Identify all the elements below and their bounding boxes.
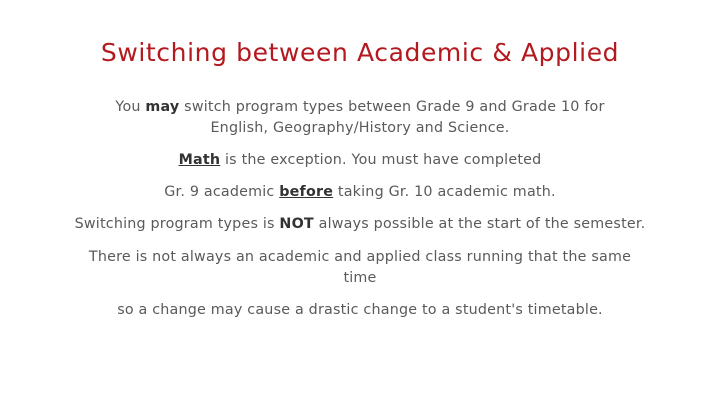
p3-emphasis-before: before [279, 184, 334, 200]
p1-line1-rest: switch program types between Grade 9 and Grade 10 for [179, 99, 605, 115]
p4-prefix: Switching program types is [74, 216, 280, 232]
p5-line1: There is not always an academic and applied class running that the same [88, 249, 632, 265]
paragraph-not-always-possible [0, 214, 720, 235]
paragraph-prerequisite [0, 182, 720, 203]
paragraph-class-availability [0, 247, 720, 289]
paragraph-timetable-change: so a change may cause a drastic change to a student's timetable. [117, 302, 603, 318]
p3-prefix: Gr. 9 academic [164, 184, 280, 200]
p2-emphasis-math: Math [178, 152, 221, 168]
paragraph-switch-subjects [0, 97, 720, 139]
p1-line2: English, Geography/History and Science. [210, 120, 510, 136]
paragraph-math-exception [0, 150, 720, 171]
p4-emphasis-not: NOT [279, 216, 314, 232]
p4-rest: always possible at the start of the semester. [313, 216, 646, 232]
p2-rest: is the exception. You must have completed [220, 152, 542, 168]
slide-title: Switching between Academic & Applied [100, 38, 620, 67]
p1-emphasis-may: may [145, 99, 180, 115]
p1-prefix: You [115, 99, 146, 115]
p3-rest: taking Gr. 10 academic math. [333, 184, 556, 200]
p5-line2: time [343, 270, 377, 286]
